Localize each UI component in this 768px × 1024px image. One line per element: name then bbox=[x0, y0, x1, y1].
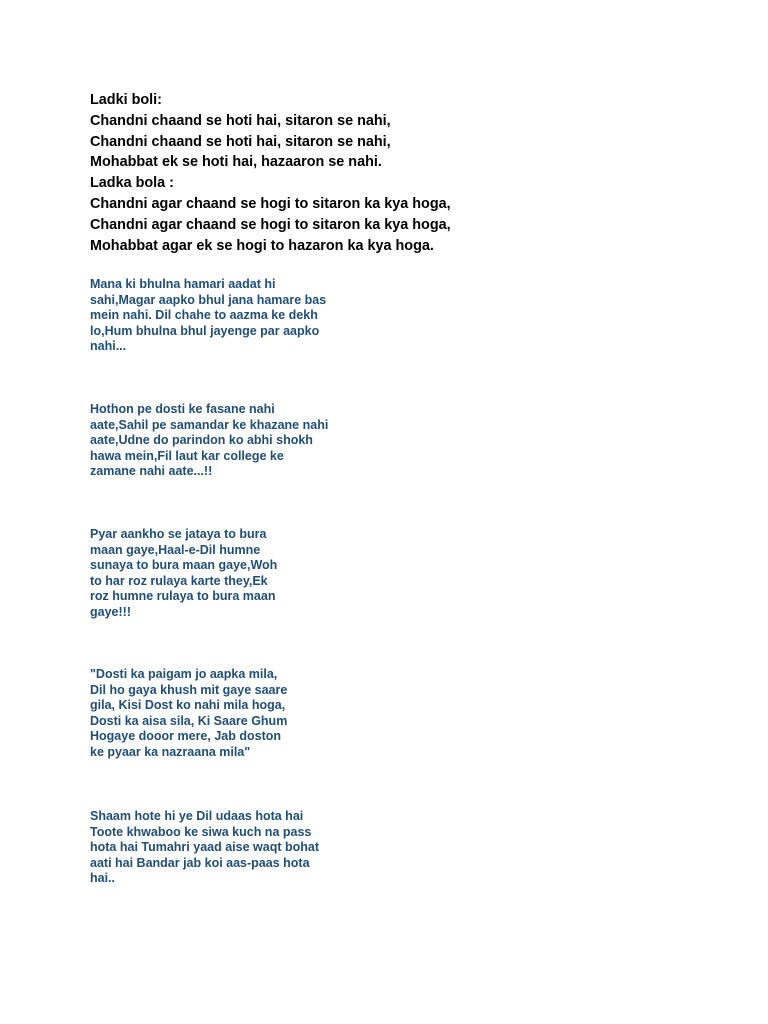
intro-dialogue bbox=[90, 90, 710, 256]
poem-line: Dosti ka aisa sila, Ki Saare Ghum bbox=[90, 713, 288, 728]
intro-line: Chandni chaand se hoti hai, sitaron se nahi, bbox=[90, 112, 391, 129]
poem-line: Toote khwaboo ke siwa kuch na pass bbox=[90, 824, 312, 839]
poem-line: ke pyaar ka nazraana mila" bbox=[90, 744, 251, 759]
poem-line: Hothon pe dosti ke fasane nahi bbox=[90, 402, 275, 416]
poem-line: nahi... bbox=[90, 339, 127, 354]
poem-line: hai.. bbox=[90, 871, 116, 886]
intro-line: Mohabbat agar ek se hogi to hazaron ka kya hoga. bbox=[90, 237, 434, 254]
poem-line: lo,Hum bhulna bhul jayenge par aapko bbox=[90, 323, 320, 338]
poem-block bbox=[90, 402, 390, 480]
intro-line: Mohabbat ek se hoti hai, hazaaron se nahi. bbox=[90, 154, 382, 171]
poem-line: roz humne rulaya to bura maan bbox=[90, 589, 276, 604]
poem-line: Hogaye dooor mere, Jab doston bbox=[90, 729, 282, 744]
poem-block bbox=[90, 667, 390, 761]
poem-line: aate,Udne do parindon ko abhi shokh bbox=[90, 433, 313, 448]
poem-line: Mana ki bhulna hamari aadat hi bbox=[90, 277, 276, 291]
poem-line: "Dosti ka paigam jo aapka mila, bbox=[90, 667, 278, 681]
intro-line: Chandni chaand se hoti hai, sitaron se nahi, bbox=[90, 133, 391, 150]
poem-line: sahi,Magar aapko bhul jana hamare bas bbox=[90, 292, 327, 307]
intro-line: Chandni agar chaand se hogi to sitaron ka kya hoga, bbox=[90, 216, 451, 233]
poem-line: Dil ho gaya khush mit gaye saare bbox=[90, 682, 288, 697]
poem-block bbox=[90, 527, 390, 621]
intro-line: Ladki boli: bbox=[90, 92, 162, 108]
poem-line: hota hai Tumahri yaad aise waqt bohat bbox=[90, 840, 319, 855]
poem-line: zamane nahi aate...!! bbox=[90, 464, 213, 479]
poem-line: gila, Kisi Dost ko nahi mila hoga, bbox=[90, 698, 286, 713]
poem-line: hawa mein,Fil laut kar college ke bbox=[90, 448, 284, 463]
poem-line: aati hai Bandar jab koi aas-paas hota bbox=[90, 855, 310, 870]
intro-line: Ladka bola : bbox=[90, 175, 174, 192]
poem-line: maan gaye,Haal-e-Dil humne bbox=[90, 542, 261, 557]
poem-line: sunaya to bura maan gaye,Woh bbox=[90, 558, 278, 573]
poem-line: Pyar aankho se jataya to bura bbox=[90, 527, 267, 541]
poem-block bbox=[90, 277, 390, 355]
intro-line: Chandni agar chaand se hogi to sitaron ka kya hoga, bbox=[90, 195, 451, 212]
poem-block bbox=[90, 809, 390, 887]
poem-line: Shaam hote hi ye Dil udaas hota hai bbox=[90, 809, 304, 823]
poem-line: gaye!!! bbox=[90, 604, 131, 619]
poem-line: to har roz rulaya karte they,Ek bbox=[90, 573, 268, 588]
poem-line: mein nahi. Dil chahe to aazma ke dekh bbox=[90, 308, 318, 323]
poem-line: aate,Sahil pe samandar ke khazane nahi bbox=[90, 417, 329, 432]
